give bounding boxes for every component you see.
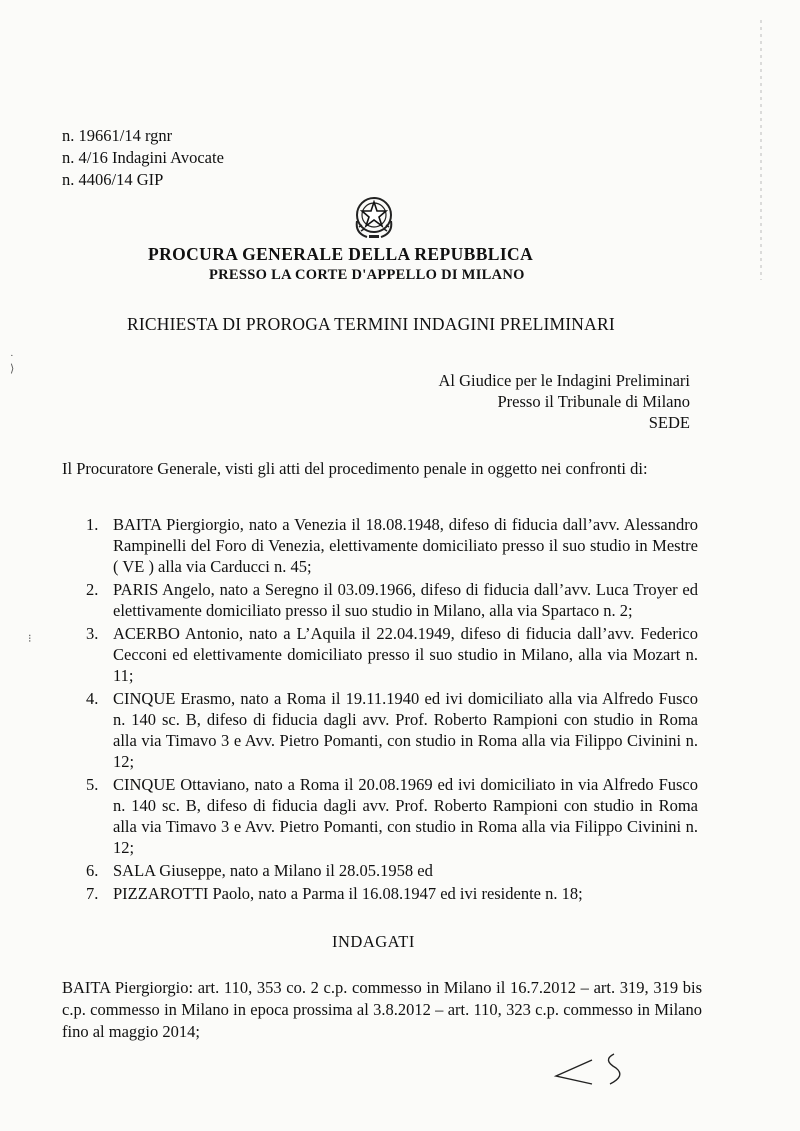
list-number: 7. bbox=[86, 884, 99, 903]
list-number: 5. bbox=[86, 775, 99, 794]
list-item bbox=[62, 860, 698, 881]
addressee-line: SEDE bbox=[648, 413, 690, 432]
list-item bbox=[62, 514, 698, 577]
document-heading: RICHIESTA DI PROROGA TERMINI INDAGINI PRELIMINARI bbox=[127, 314, 615, 334]
office-title: PROCURA GENERALE DELLA REPUBBLICA bbox=[148, 244, 534, 264]
list-item-text: PARIS Angelo, nato a Seregno il 03.09.1966, difeso di fiducia dall’avv. Luca Troyer ed elettivamente domiciliato presso il suo studio in Milano, alla via Spartaco n. 2; bbox=[113, 580, 698, 620]
list-number: 2. bbox=[86, 580, 99, 599]
office-subtitle: PRESSO LA CORTE D'APPELLO DI MILANO bbox=[209, 267, 525, 283]
addressee-line: Al Giudice per le Indagini Preliminari bbox=[438, 371, 690, 390]
intro-paragraph: Il Procuratore Generale, visti gli atti del procedimento penale in oggetto nei confronti di: bbox=[62, 459, 648, 478]
italian-republic-emblem-icon bbox=[349, 191, 399, 241]
list-item-text: CINQUE Erasmo, nato a Roma il 19.11.1940 ed ivi domiciliato alla via Alfredo Fusco n. 140 sc. B, difeso di fiducia dagli avv. Prof. Roberto Rampioni con studio in Roma alla via Timavo 3 e Avv. Pietro Pomanti, con studio in Roma alla via Filippo Civinini n. 12; bbox=[113, 689, 698, 771]
list-item-text: BAITA Piergiorgio, nato a Venezia il 18.08.1948, difeso di fiducia dall’avv. Alessandro Rampinelli del Foro di Venezia, elettivamente domiciliato presso il suo studio in Mestre ( VE ) alla via Carducci n. 45; bbox=[113, 515, 698, 576]
list-item bbox=[62, 688, 698, 772]
list-item bbox=[62, 883, 698, 904]
indagati-label: INDAGATI bbox=[332, 932, 415, 951]
charges-paragraph: BAITA Piergiorgio: art. 110, 353 co. 2 c.p. commesso in Milano il 16.7.2012 – art. 319, 319 bis c.p. commesso in Milano in epoca prossima al 3.8.2012 – art. 110, 323 c.p. commesso in Milano fino al maggio 2014; bbox=[62, 978, 702, 1041]
addressee-block bbox=[438, 370, 690, 433]
reference-line: n. 4406/14 GIP bbox=[62, 170, 164, 189]
list-number: 4. bbox=[86, 689, 99, 708]
list-item bbox=[62, 579, 698, 621]
reference-numbers bbox=[62, 125, 224, 191]
scan-edge-artifact bbox=[758, 20, 764, 280]
reference-line: n. 19661/14 rgnr bbox=[62, 126, 173, 145]
list-number: 1. bbox=[86, 515, 99, 534]
reference-line: n. 4/16 Indagini Avocate bbox=[62, 148, 224, 167]
list-item-text: CINQUE Ottaviano, nato a Roma il 20.08.1969 ed ivi domiciliato in via Alfredo Fusco n. 140 sc. B, difeso di fiducia dagli avv. Prof. Roberto Rampioni con studio in Roma alla via Timavo 3 e Avv. Pietro Pomanti, con studio in Roma alla via Filippo Civinini n. 12; bbox=[113, 775, 698, 857]
list-number: 6. bbox=[86, 861, 99, 880]
scan-artifact: ⟩ bbox=[10, 363, 15, 375]
list-item-text: PIZZAROTTI Paolo, nato a Parma il 16.08.1947 ed ivi residente n. 18; bbox=[113, 884, 583, 903]
list-number: 3. bbox=[86, 624, 99, 643]
defendants-list bbox=[62, 514, 698, 906]
scan-artifact: · bbox=[10, 350, 14, 362]
scan-artifact: ⁝ bbox=[28, 633, 32, 645]
list-item bbox=[62, 623, 698, 686]
list-item bbox=[62, 774, 698, 858]
handwritten-signature bbox=[552, 1050, 642, 1090]
list-item-text: ACERBO Antonio, nato a L’Aquila il 22.04.1949, difeso di fiducia dall’avv. Federico Cecconi ed elettivamente domiciliato presso il suo studio in Milano, alla via Mozart n. 11; bbox=[113, 624, 698, 685]
addressee-line: Presso il Tribunale di Milano bbox=[497, 392, 690, 411]
list-item-text: SALA Giuseppe, nato a Milano il 28.05.1958 ed bbox=[113, 861, 433, 880]
